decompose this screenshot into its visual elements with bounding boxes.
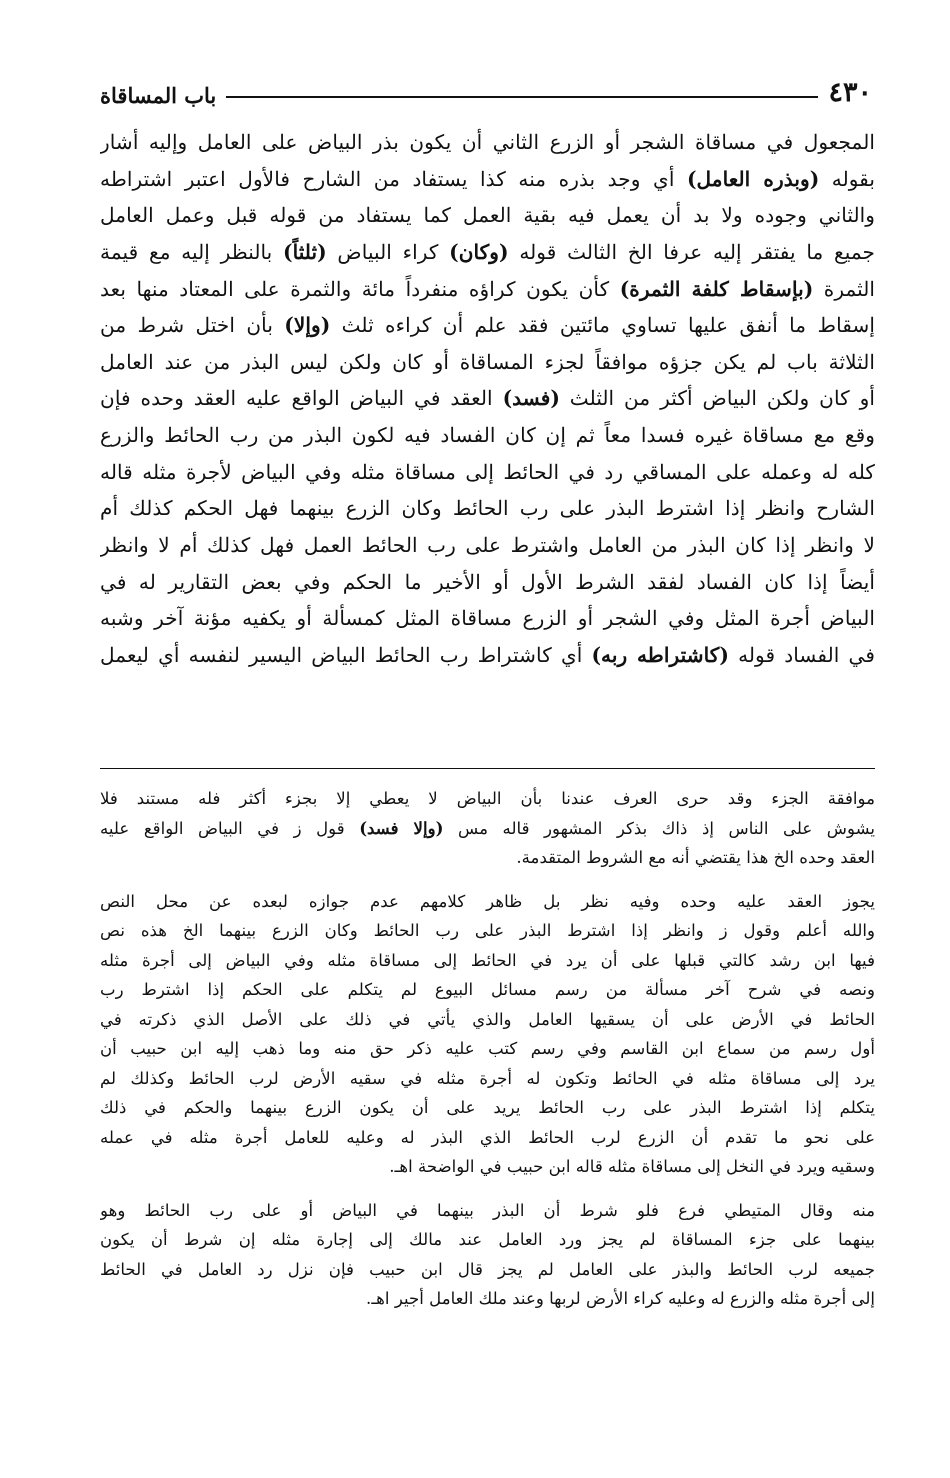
footnote-line: ونصه في شرح آخر مسألة من رسم مسائل البيوع لم يتكلم على الحكم إذا اشترط رب [100,980,875,999]
running-header [100,66,872,106]
footnote-gap [100,873,875,887]
footnote-line: العقد وحده الخ هذا يقتضي أنه مع الشروط المتقدمة. [516,848,875,867]
footnote-gap [100,1182,875,1196]
footnote-paragraph [100,1196,875,1314]
footnote-line: فيها ابن رشد كالتي قبلها على أن يرد في الحائط إلى مساقاة مثله وفي البياض إلى أجرة مثله [100,950,875,970]
page-number: ٤٣٠ [828,77,872,108]
main-text-line: وقع مع مساقاة غيره فسدا معاً ثم إن كان الفساد فيه لكون البذر من رب الحائط والزرع [100,423,875,448]
footnote-line: منه وقال المتيطي فرع فلو شرط أن البذر بينهما في البياض أو على رب الحائط وهو [100,1200,875,1220]
footnote-line: بينهما على جزء المساقاة لم يجز ورد العامل عند مالك إلى إجارة مثله إن شرط أن يكون [100,1230,875,1249]
main-text-line: إسقاط ما أنفق عليها تساوي مائتين فقد علم أن كراءه ثلث (وإلا) بأن اختل شرط من [100,313,875,338]
footnote-separator [100,768,875,769]
footnote-paragraph [100,887,875,1182]
main-text-line: أو كان ولكن البياض أكثر من الثلث (فسد) العقد في البياض الواقع عليه العقد وحده فإن [100,386,875,411]
lemma: (وكان) [449,239,509,264]
footnote-line: جميعه لرب الحائط والبذر على العامل لم يجز قال ابن حبيب فإن نزل رد العامل في الحائط [100,1259,875,1279]
footnotes [100,784,875,1314]
main-text-line: بقوله (وبذره العامل) أي وجد بذره منه كذا يستفاد من الشارح فالأول اعتبر اشتراطه [100,166,875,191]
main-text-line: كله له وعمله على المساقي رد في الحائط إلى مساقاة مثله وفي البياض لأجرة مثله قاله [100,459,875,484]
main-text-line: المجعول في مساقاة الشجر أو الزرع الثاني أن يكون بذر البياض على العامل وإليه أشار [100,130,875,154]
main-text-line: الشارح وانظر إذا اشترط البذر على رب الحائط وكان الزرع بينهما فهل الحكم كذلك أم [100,496,875,521]
main-text-line: والثاني وجوده ولا بد أن يعمل فيه بقية العمل كما يستفاد من قوله قبل وعمل العامل [100,203,875,228]
lemma: (وإلا) [284,313,331,338]
footnote-paragraph [100,784,875,873]
lemma: (بإسقاط كلفة الثمرة) [619,276,814,301]
footnote-line: إلى أجرة مثله والزرع له وعليه كراء الأرض لربها وعند ملك العامل أجير اهـ. [366,1289,875,1308]
footnote-line: موافقة الجزء وقد حرى العرف عندنا بأن البياض لا يعطي إلا بجزء أكثر فله مستند فلا [100,789,875,808]
main-text-line: جميع ما يفتقر إليه عرفا الخ الثالث قوله (وكان) كراء البياض (ثلثاً) بالنظر إليه مع قيمة [100,239,875,264]
lemma: (وبذره العامل) [686,166,820,191]
lemma: (وإلا فسد) [359,817,444,838]
footnote-line: والله أعلم وقول ز وانظر إذا اشترط البذر على رب الحائط وكان الزرع بينهما الخ هذه نص [100,921,875,940]
chapter-title: باب المساقاة [100,83,217,108]
lemma: (كاشتراطه ربه) [591,642,729,667]
main-text-line: لا وانظر إذا كان البذر من العامل واشترط على رب الحائط العمل فهل كذلك أم لا وانظر [100,533,875,558]
footnote-line: الحائط في الأرض على أن يسقيها العامل والذي يأتي في ذلك على الأصل الذي ذكرته في [100,1009,875,1029]
footnote-line: يتكلم إذا اشترط البذر على رب الحائط يريد على أن يكون الزرع بينهما والحكم في ذلك [100,1098,875,1117]
main-text-line: الثمرة (بإسقاط كلفة الثمرة) كأن يكون كراؤه منفرداً مائة والثمرة على المعتاد منها بعد [100,276,875,301]
main-text [100,124,875,674]
footnote-line: أول رسم من سماع ابن القاسم وفي رسم كتب عليه ذكر حق منه وما ذهب إليه ابن حبيب أن [100,1039,875,1058]
footnote-line: على نحو ما تقدم أن الزرع لرب الحائط الذي البذر له وعليه للعامل أجرة مثله في عمله [100,1127,875,1147]
footnote-line: يرد إلى مساقاة مثله في الحائط وتكون له أجرة مثله في سقيه الأرض لرب الحائط وكذلك لم [100,1068,875,1088]
header-rule [226,96,818,98]
main-text-line: في الفساد قوله (كاشتراطه ربه) أي كاشتراط رب الحائط البياض اليسير لنفسه أي ليعمل [100,642,875,667]
footnote-line: يجوز العقد عليه وحده وفيه نظر بل ظاهر كلامهم عدم جوازه لبعده عن محل النص [100,891,875,911]
main-text-line: البياض أجرة المثل وفي الشجر أو الزرع مساقاة المثل كمسألة أو يكفيه مؤنة آخر وشبه [100,606,875,631]
footnote-line: يشوش على الناس إذ ذاك بذكر المشهور قاله مس (وإلا فسد) قول ز في البياض الواقع عليه [100,817,875,838]
main-text-line: الثلاثة باب لم يكن جزؤه موافقاً لجزء المساقاة أو كان ولكن ليس البذر من عند العامل [100,349,875,374]
main-text-line: أيضاً إذا كان الفساد لفقد الشرط الأول أو الأخير ما الحكم وفي بعض التقارير له في [100,569,875,594]
footnote-line: وسقيه ويرد في النخل إلى مساقاة مثله قاله ابن حبيب في الواضحة اهـ. [389,1157,875,1176]
lemma: (ثلثاً) [283,239,327,264]
lemma: (فسد) [502,386,560,411]
